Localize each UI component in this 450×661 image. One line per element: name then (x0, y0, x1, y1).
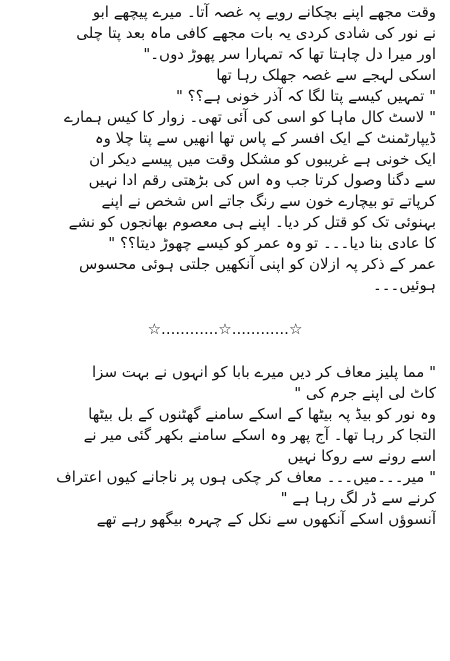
text-line: کاٹ لی اپنے جرم کی " (294, 384, 436, 402)
text-line: عمر کے ذکر پہ ازلان کو اپنی آنکھیں جلتی ہوئی محسوس (79, 255, 436, 273)
text-line: اور میرا دل چاہتا تھا کہ تمہارا سر پھوڑ دوں۔" (143, 45, 436, 63)
text-line: " میر۔۔۔میں۔۔۔ معاف کر چکی ہوں پر ناجانے کیوں اعتراف (56, 468, 436, 486)
text-line: " تمہیں کیسے پتا لگا کہ آذر خونی ہے؟؟ " (175, 87, 436, 105)
text-line: کرپاتے تو بیچارے خون سے رنگ جاتے اس شخص نے اپنے (101, 192, 436, 210)
text-line: نے نور کی شادی کردی یہ بات مجھے کافی ماہ بعد پتا چلی (76, 24, 436, 42)
text-line: آنسوؤں اسکے آنکھوں سے نکل کے چہرہ بیگھو رہے تھے (96, 510, 436, 528)
paragraph-block-1 (14, 2, 436, 296)
text-line: اسکی لہجے سے غصہ جھلک رہا تھا (216, 66, 436, 84)
spacer (14, 341, 436, 362)
text-line: اسے رونے سے روکا نہیں (287, 447, 436, 465)
text-line: ڈیپارٹمنٹ کے ایک افسر کے پاس تھا انھیں سے پتا چلا وہ (94, 129, 436, 147)
paragraph-block-2 (14, 362, 436, 530)
text-line: بہنوئی تک کو قتل کر دیا۔ اپنے ہی معصوم بھانجوں کو نشے (68, 213, 436, 231)
text-line: کا عادی بنا دیا۔۔۔ تو وہ عمر کو کیسے چھوڑ دیتا؟؟ " (108, 234, 436, 252)
text-line: التجا کر رہا تھا۔ آج پھر وہ اسکے سامنے بکھر گئی میر نے (83, 426, 436, 444)
text-line: " لاسٹ کال ماہا کو اسی کی آئی تھی۔ زوار کا کیس ہمارے (63, 108, 436, 126)
text-line: ہوئیں۔۔۔ (372, 276, 436, 294)
text-line: وہ نور کو بیڈ پہ بیٹھا کے اسکے سامنے گھٹنوں کے بل بیٹھا (88, 405, 436, 423)
spacer (14, 296, 436, 317)
text-line: وقت مجھے اپنے بچکانے رویے پہ غصہ آتا۔ میرے پیچھے ابو (92, 3, 436, 21)
text-line: کرنے سے ڈر لگ رہا ہے " (280, 489, 436, 507)
text-line: " مما پلیز معاف کر دیں میرے بابا کو انہوں نے بہت سزا (92, 363, 436, 381)
section-separator: ☆............☆............☆ (147, 320, 303, 338)
text-line: ایک خونی ہے غریبوں کو مشکل وقت میں پیسے دیکر ان (89, 150, 436, 168)
text-line: سے دگنا وصول کرتا جب وہ اس کی بڑھتی رقم ادا نہیں (88, 171, 436, 189)
